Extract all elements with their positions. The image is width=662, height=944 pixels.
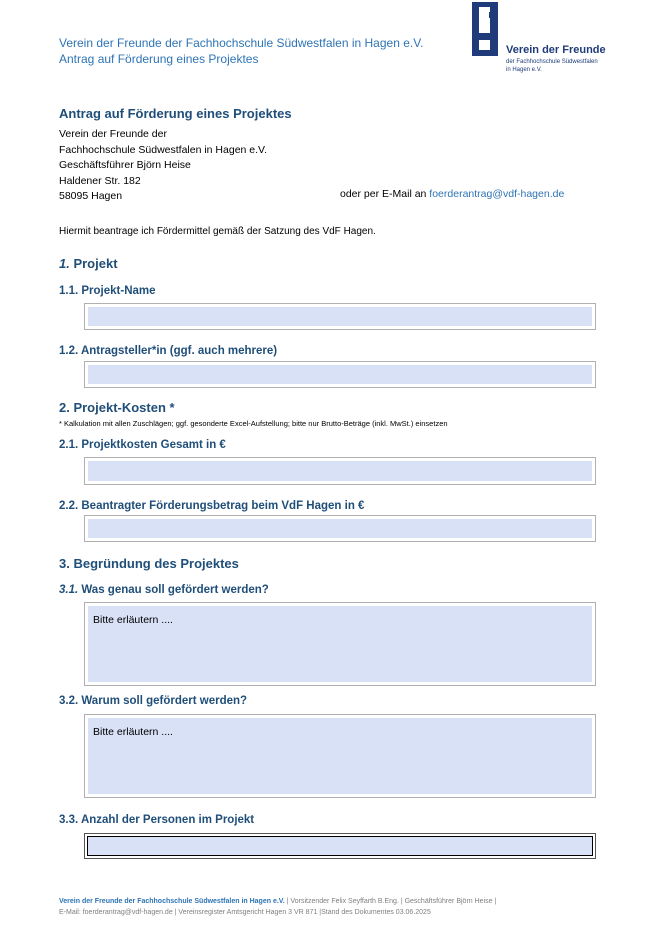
section-1-1-heading: 1.1. Projekt-Name — [59, 285, 156, 297]
section-1-number: 1. — [59, 256, 70, 271]
section-3-3-heading: 3.3. Anzahl der Personen im Projekt — [59, 814, 255, 826]
footer-officers: | Vorsitzender Felix Seyffarth B.Eng. | Geschäftsführer Björn Heise | — [284, 898, 497, 905]
logo-mark-icon — [472, 2, 498, 56]
person-count-input[interactable] — [87, 836, 593, 856]
section-2-1-heading: 2.1. Projektkosten Gesamt in € — [59, 439, 226, 451]
logo-sub-line2: in Hagen e.V. — [506, 67, 542, 73]
footer-org: Verein der Freunde der Fachhochschule Südwestfalen in Hagen e.V. — [59, 898, 285, 905]
logo-name: Verein der Freunde — [506, 44, 606, 56]
section-1-2-heading: 1.2. Antragsteller*in (ggf. auch mehrere) — [59, 345, 278, 357]
address-line: 58095 Hagen — [59, 190, 123, 202]
address-line: Verein der Freunde der — [59, 128, 167, 140]
address-line: Geschäftsführer Björn Heise — [59, 159, 191, 171]
address-line: Haldener Str. 182 — [59, 174, 141, 187]
section-1-heading — [59, 256, 118, 271]
header-line-org: Verein der Freunde der Fachhochschule Südwestfalen in Hagen e.V. — [59, 36, 424, 50]
vdf-logo — [472, 2, 612, 82]
project-name-field[interactable] — [84, 303, 596, 330]
section-2-2-heading: 2.2. Beantragter Förderungsbetrag beim VdF Hagen in € — [59, 500, 365, 512]
email-prefix: oder per E-Mail an — [340, 188, 430, 200]
intro-text: Hiermit beantrage ich Fördermittel gemäß der Satzung des VdF Hagen. — [59, 226, 376, 237]
what-funded-field[interactable] — [84, 602, 596, 686]
requested-amount-input[interactable] — [88, 519, 592, 538]
section-3-1-heading — [59, 584, 269, 596]
applicant-input[interactable] — [88, 365, 592, 384]
requested-amount-field[interactable] — [84, 515, 596, 542]
section-3-1-title: Was genau soll gefördert werden? — [78, 584, 269, 596]
header-title — [59, 35, 423, 67]
person-count-field[interactable] — [84, 833, 596, 859]
cost-footnote: * Kalkulation mit allen Zuschlägen; ggf. gesonderte Excel-Aufstellung; bitte nur Brutto-Beträge (inkl. MwSt.) einsetzen — [59, 419, 448, 428]
logo-subtitle — [506, 58, 598, 74]
total-cost-field[interactable] — [84, 457, 596, 485]
footer-line1 — [59, 896, 619, 907]
why-funded-textarea[interactable]: Bitte erläutern .... — [88, 718, 592, 794]
section-1-title: Projekt — [69, 256, 118, 271]
email-link[interactable]: foerderantrag@vdf-hagen.de — [429, 188, 565, 200]
page-footer — [59, 896, 619, 918]
total-cost-input[interactable] — [88, 461, 592, 481]
footer-line2: E-Mail: foerderantrag@vdf-hagen.de | Vereinsregister Amtsgericht Hagen 3 VR 871 |Stand des Dokumentes 03.06.2025 — [59, 909, 431, 916]
logo-sub-line1: der Fachhochschule Südwestfalen — [506, 59, 598, 65]
section-3-heading: 3. Begründung des Projektes — [59, 556, 239, 571]
address-block — [59, 127, 267, 205]
section-2-heading: 2. Projekt-Kosten * — [59, 400, 175, 415]
email-line — [340, 188, 564, 200]
section-3-2-heading: 3.2. Warum soll gefördert werden? — [59, 695, 248, 707]
header-line-form: Antrag auf Förderung eines Projektes — [59, 52, 259, 66]
what-funded-textarea[interactable]: Bitte erläutern .... — [88, 606, 592, 682]
applicant-field[interactable] — [84, 361, 596, 388]
why-funded-field[interactable] — [84, 714, 596, 798]
section-3-1-number: 3.1. — [59, 584, 79, 596]
project-name-input[interactable] — [88, 307, 592, 326]
page-title: Antrag auf Förderung eines Projektes — [59, 106, 292, 121]
address-line: Fachhochschule Südwestfalen in Hagen e.V. — [59, 143, 268, 156]
